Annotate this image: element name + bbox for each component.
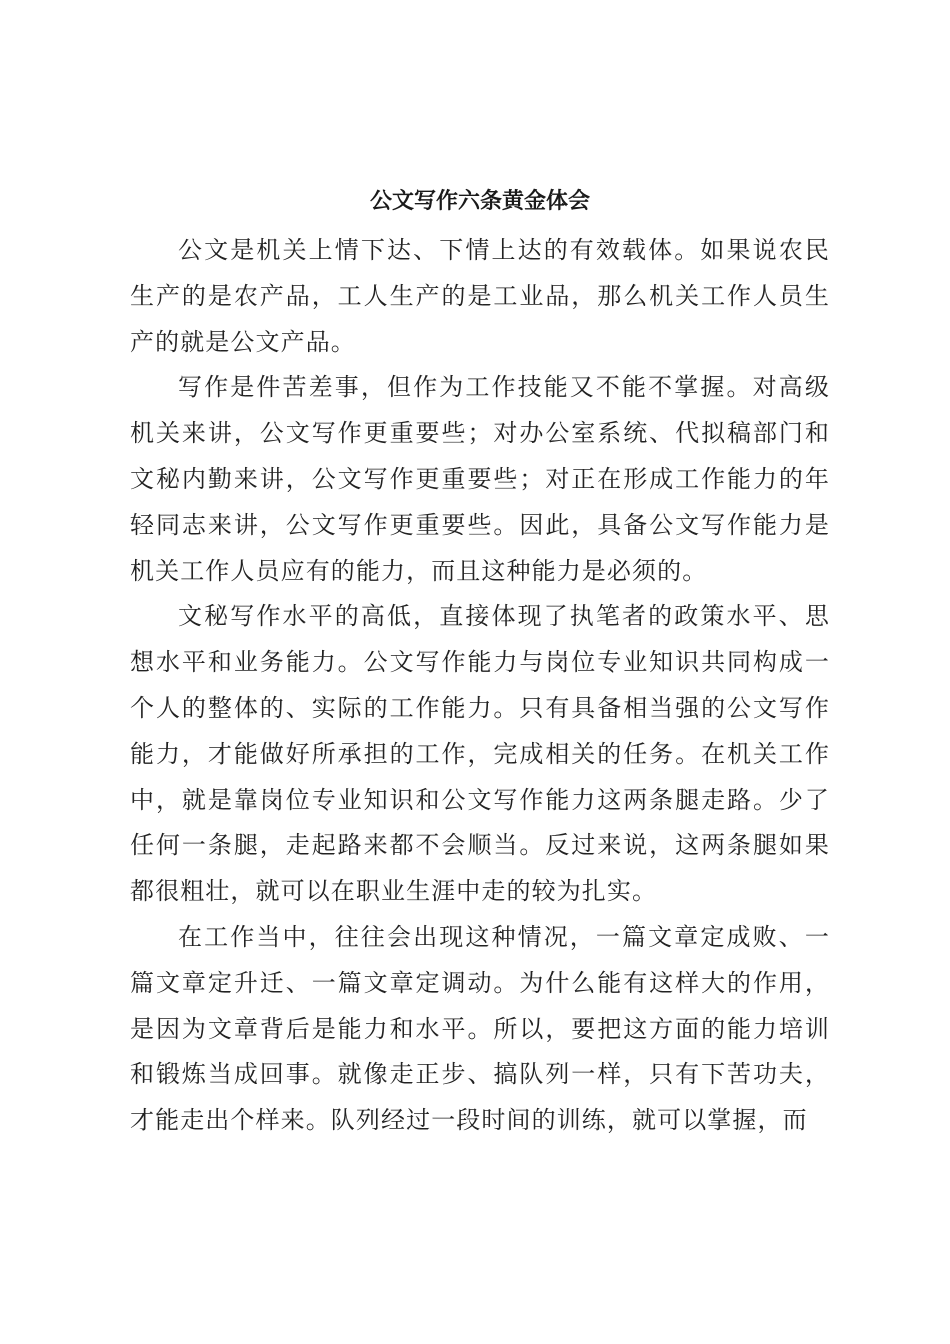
paragraph: 文秘写作水平的高低，直接体现了执笔者的政策水平、思想水平和业务能力。公文写作能力与岗位专业知识共同构成一个人的整体的、实际的工作能力。只有具备相当强的公文写作能力，才能做好所承担的工作，完成相关的任务。在机关工作中，就是靠岗位专业知识和公文写作能力这两条腿走路。少了任何一条腿，走起路来都不会顺当。反过来说，这两条腿如果都很粗壮，就可以在职业生涯中走的较为扎实。 (130, 602, 830, 906)
document-body (130, 228, 830, 1144)
document-title: 公文写作六条黄金体会 (369, 188, 590, 214)
paragraph: 公文是机关上情下达、下情上达的有效载体。如果说农民生产的是农产品，工人生产的是工业品，那么机关工作人员生产的就是公文产品。 (130, 236, 830, 356)
paragraph: 写作是件苦差事，但作为工作技能又不能不掌握。对高级机关来讲，公文写作更重要些；对办公室系统、代拟稿部门和文秘内勤来讲，公文写作更重要些；对正在形成工作能力的年轻同志来讲，公文写作更重要些。因此，具备公文写作能力是机关工作人员应有的能力，而且这种能力是必须的。 (130, 373, 830, 585)
paragraph: 在工作当中，往往会出现这种情况，一篇文章定成败、一篇文章定升迁、一篇文章定调动。为什么能有这样大的作用，是因为文章背后是能力和水平。所以，要把这方面的能力培训和锻炼当成回事。就像走正步、搞队列一样，只有下苦功夫，才能走出个样来。队列经过一段时间的训练，就可以掌握，而 (130, 922, 830, 1135)
